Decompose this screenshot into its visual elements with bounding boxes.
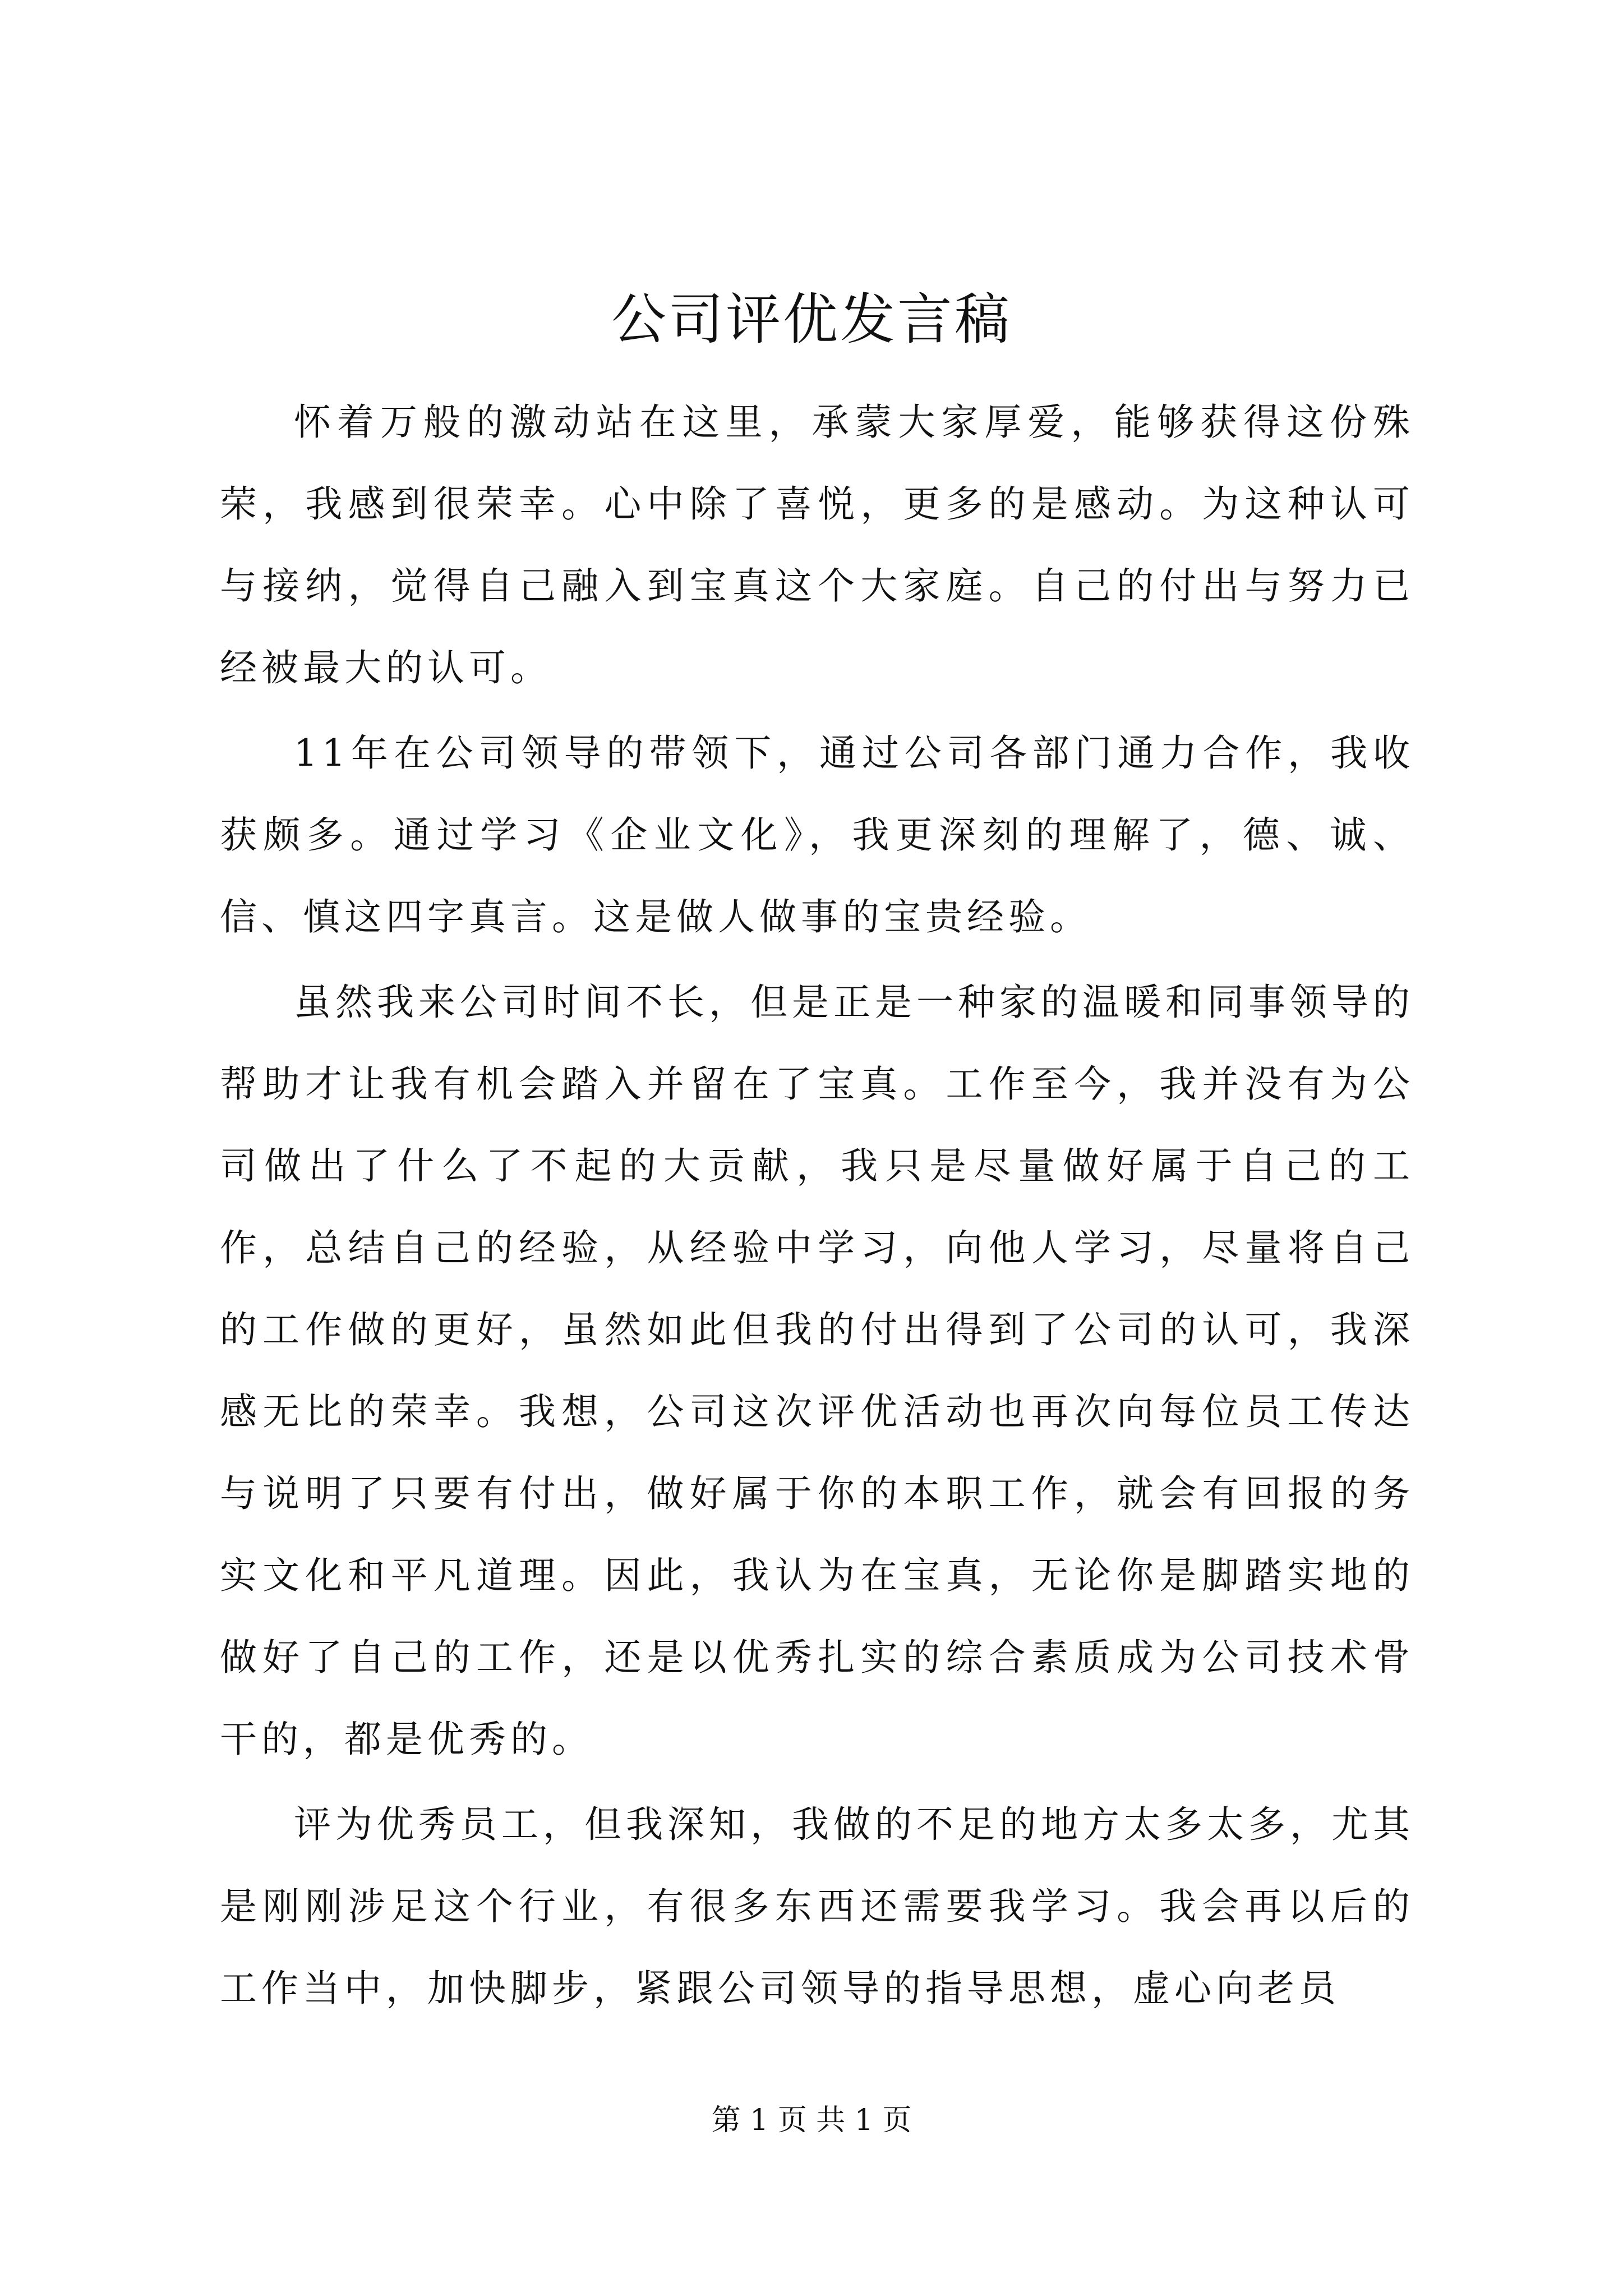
page-footer: 第 1 页 共 1 页: [711, 2104, 912, 2137]
paragraph-1: 怀着万般的激动站在这里，承蒙大家厚爱，能够获得这份殊荣，我感到很荣幸。心中除了喜悦，更多的是感动。为这种认可与接纳，觉得自己融入到宝真这个大家庭。自己的付出与努力已经被最大的认可。: [220, 401, 1414, 689]
paragraph-3: 虽然我来公司时间不长，但是正是一种家的温暖和同事领导的帮助才让我有机会踏入并留在了宝真。工作至今，我并没有为公司做出了什么了不起的大贡献，我只是尽量做好属于自己的工作，总结自己的经验，从经验中学习，向他人学习，尽量将自己的工作做的更好，虽然如此但我的付出得到了公司的认可，我深感无比的荣幸。我想，公司这次评优活动也再次向每位员工传达与说明了只要有付出，做好属于你的本职工作，就会有回报的务实文化和平凡道理。因此，我认为在宝真，无论你是脚踏实地的做好了自己的工作，还是以优秀扎实的综合素质成为公司技术骨干的，都是优秀的。: [220, 981, 1414, 1761]
paragraph-2: 11年在公司领导的带领下，通过公司各部门通力合作，我收获颇多。通过学习《企业文化》，我更深刻的理解了，德、诚、信、慎这四字真言。这是做人做事的宝贵经验。: [220, 731, 1414, 938]
document-body: [220, 381, 1414, 2033]
paragraph-4: 评为优秀员工，但我深知，我做的不足的地方太多太多，尤其是刚刚涉足这个行业，有很多东西还需要我学习。我会再以后的工作当中，加快脚步，紧跟公司领导的指导思想，虚心向老员: [220, 1803, 1414, 2010]
document-title: 公司评优发言稿: [611, 288, 1012, 352]
